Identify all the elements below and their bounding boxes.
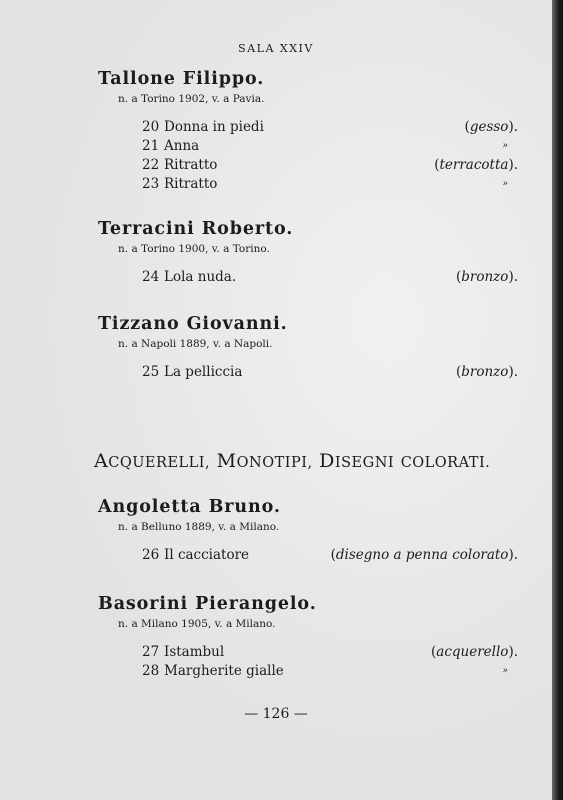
work-item xyxy=(98,118,518,137)
work-number: 21 xyxy=(142,138,160,154)
book-spine-shadow xyxy=(552,0,563,800)
artist-name: Basorini Pierangelo. xyxy=(98,594,317,614)
work-item xyxy=(98,156,518,175)
artist-entry xyxy=(98,496,518,565)
works-list xyxy=(98,118,518,194)
artist-name: Terracini Roberto. xyxy=(98,219,294,239)
work-title: Donna in piedi xyxy=(164,119,264,135)
artist-info: n. a Napoli 1889, v. a Napoli. xyxy=(118,338,273,350)
works-list xyxy=(98,268,518,287)
artist-name: Angoletta Bruno. xyxy=(98,497,281,517)
work-medium: (terracotta). xyxy=(434,157,518,173)
page-header: SALA XXIV xyxy=(238,42,314,55)
work-number: 20 xyxy=(142,119,160,135)
work-number: 28 xyxy=(142,663,160,679)
artist-info: n. a Belluno 1889, v. a Milano. xyxy=(118,521,280,533)
work-item xyxy=(98,137,518,156)
work-title: Ritratto xyxy=(164,176,218,192)
work-title: Margherite gialle xyxy=(164,663,284,679)
page-number: — 126 — xyxy=(244,706,308,722)
work-title: Ritratto xyxy=(164,157,218,173)
work-item xyxy=(98,546,518,565)
artist-info: n. a Torino 1902, v. a Pavia. xyxy=(118,93,265,105)
section-title: ACQUERELLI, MONOTIPI, DISEGNI COLORATI. xyxy=(94,450,491,472)
artist-entry xyxy=(98,68,518,194)
work-number: 23 xyxy=(142,176,160,192)
work-title: Anna xyxy=(164,138,200,154)
work-title: La pelliccia xyxy=(164,364,243,380)
work-number: 26 xyxy=(142,547,160,563)
work-medium: (gesso). xyxy=(464,119,518,135)
artist-entry xyxy=(98,593,518,681)
work-number: 25 xyxy=(142,364,160,380)
works-list xyxy=(98,643,518,681)
work-item xyxy=(98,363,518,382)
artist-entry xyxy=(98,218,518,287)
artist-info: n. a Milano 1905, v. a Milano. xyxy=(118,618,276,630)
artist-name: Tizzano Giovanni. xyxy=(98,314,288,334)
artist-entry xyxy=(98,313,518,382)
artist-name: Tallone Filippo. xyxy=(98,69,265,89)
work-medium: (disegno a penna colorato). xyxy=(330,547,518,563)
works-list xyxy=(98,363,518,382)
work-item xyxy=(98,643,518,662)
work-number: 24 xyxy=(142,269,160,285)
ditto-mark: » xyxy=(502,666,508,676)
work-item xyxy=(98,175,518,194)
work-number: 22 xyxy=(142,157,160,173)
work-title: Istambul xyxy=(164,644,225,660)
works-list xyxy=(98,546,518,565)
work-item xyxy=(98,662,518,681)
work-medium: (acquerello). xyxy=(431,644,518,660)
ditto-mark: » xyxy=(502,141,508,151)
artist-info: n. a Torino 1900, v. a Torino. xyxy=(118,243,270,255)
work-title: Il cacciatore xyxy=(164,547,250,563)
work-title: Lola nuda. xyxy=(164,269,237,285)
work-number: 27 xyxy=(142,644,160,660)
work-item xyxy=(98,268,518,287)
work-medium: (bronzo). xyxy=(455,364,518,380)
work-medium: (bronzo). xyxy=(455,269,518,285)
ditto-mark: » xyxy=(502,179,508,189)
